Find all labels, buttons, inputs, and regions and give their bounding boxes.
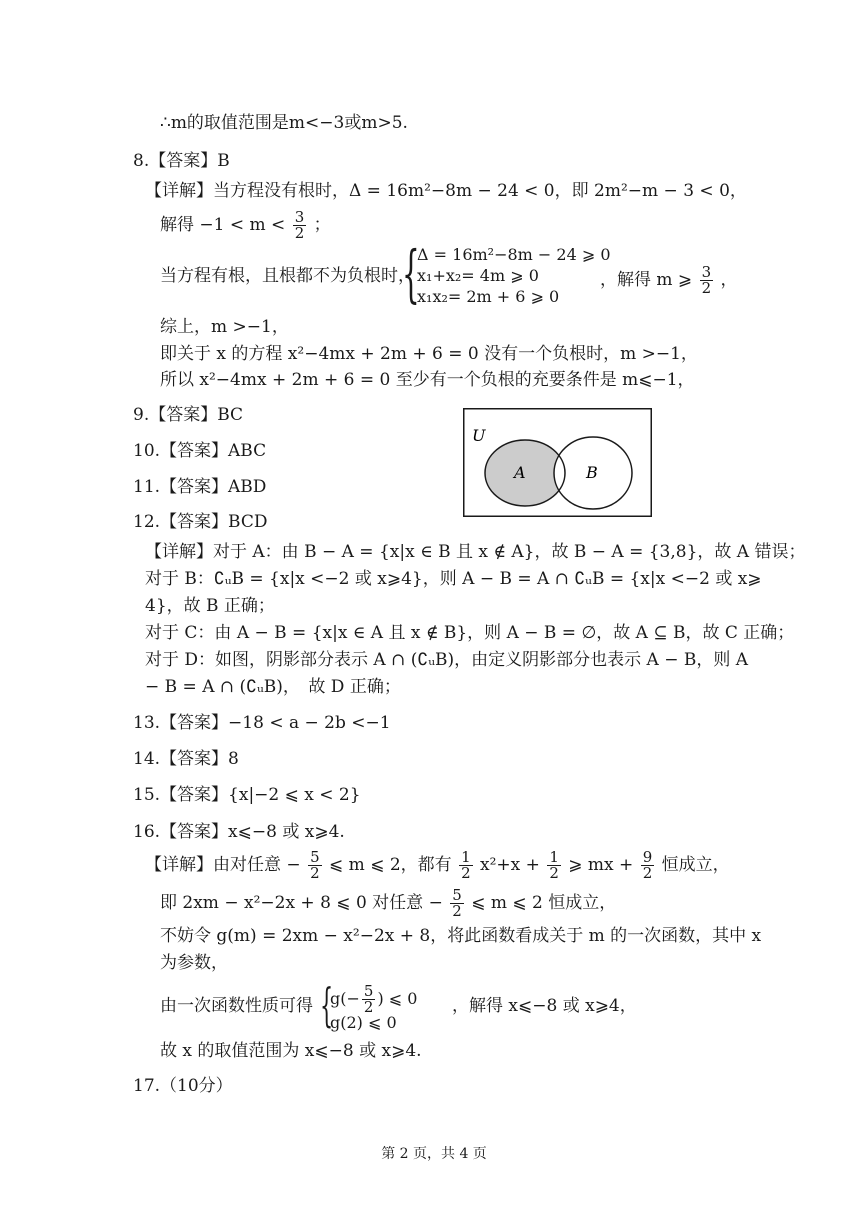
q12-detail-2: 对于 B：∁ᵤB = {x|x <−2 或 x⩾4}，则 A − B = A ∩ ∁ᵤB = {x|x <−2 或 x⩾ <box>145 569 762 589</box>
q8-detail-line2: 解得 −1 < m < $\frac{3}{2}$ ； <box>160 208 331 242</box>
q8-case2-result: ，解得 m ⩾ $\frac{3}{2}$ ， <box>600 263 738 297</box>
set-a-label: A <box>514 463 526 482</box>
q8-system-eq1: Δ = 16m²−8m − 24 ⩾ 0 <box>417 245 611 264</box>
q16-detail-6: 故 x 的取值范围为 x⩽−8 或 x⩾4. <box>160 1041 422 1061</box>
q8-detail-line1: 【详解】当方程没有根时，Δ = 16m²−8m − 24 < 0，即 2m²−m − 3 < 0， <box>145 181 747 201</box>
fraction-5-2: $\frac{5}{2}$ <box>452 886 462 920</box>
fraction-3-2: $\frac{3}{2}$ <box>701 263 712 297</box>
q12-detail-1: 【详解】对于 A：由 B − A = {x|x ∈ B 且 x ∉ A}，故 B − A = {3,8}，故 A 错误； <box>145 542 806 562</box>
fraction-1-2: $\frac{1}{2}$ <box>461 848 471 882</box>
q12-answer: 12.【答案】BCD <box>133 512 268 532</box>
system-brace: { <box>402 237 420 310</box>
conclusion-line: ∴m的取值范围是m<−3或m>5. <box>160 113 408 133</box>
q12-detail-5: 对于 D：如图，阴影部分表示 A ∩ (∁ᵤB)，由定义阴影部分也表示 A − B，则 A <box>145 650 749 670</box>
q17-heading: 17.（10分） <box>133 1076 233 1096</box>
q8-answer: 8.【答案】B <box>133 151 230 171</box>
q13-answer: 13.【答案】−18 < a − 2b <−1 <box>133 713 391 733</box>
q8-line-a: 即关于 x 的方程 x²−4mx + 2m + 6 = 0 没有一个负根时，m >−1， <box>160 344 698 364</box>
set-b-label: B <box>586 463 598 482</box>
q15-answer: 15.【答案】{x|−2 ⩽ x < 2} <box>133 785 361 805</box>
q16-detail-4: 为参数， <box>160 953 228 973</box>
q16-detail-3: 不妨令 g(m) = 2xm − x²−2x + 8，将此函数看成关于 m 的一次函数，其中 x <box>160 926 762 946</box>
system-brace: { <box>320 978 334 1032</box>
q14-answer: 14.【答案】8 <box>133 749 239 769</box>
q16-answer: 16.【答案】x⩽−8 或 x⩾4. <box>133 822 345 842</box>
q16-detail-5-suffix: ，解得 x⩽−8 或 x⩾4， <box>452 996 637 1016</box>
fraction-1-2: $\frac{1}{2}$ <box>549 848 559 882</box>
fraction-5-2: $\frac{5}{2}$ <box>310 848 320 882</box>
venn-diagram <box>463 408 652 517</box>
q10-answer: 10.【答案】ABC <box>133 441 267 461</box>
q8-system-eq2: x₁+x₂= 4m ⩾ 0 <box>417 266 539 285</box>
fraction-3-2: $\frac{3}{2}$ <box>294 208 305 242</box>
q16-detail-5-prefix: 由一次函数性质可得 <box>160 996 313 1016</box>
q8-case2-prefix: 当方程有根，且根都不为负根时， <box>160 266 415 286</box>
q16-detail-2: 即 2xm − x²−2x + 8 ⩽ 0 对任意 − $\frac{5}{2}$ ⩽ m ⩽ 2 恒成立， <box>160 886 617 920</box>
q11-answer: 11.【答案】ABD <box>133 477 267 497</box>
universe-label: U <box>472 426 486 445</box>
q12-detail-4: 对于 C：由 A − B = {x|x ∈ A 且 x ∉ B}，则 A − B = ∅，故 A ⊆ B，故 C 正确； <box>145 623 795 643</box>
q16-detail-1: 【详解】由对任意 − $\frac{5}{2}$ ⩽ m ⩽ 2，都有 $\frac{1}{2}$ x²+x + $\frac{1}{2}$ ⩾ mx + $\frac{9}{2}$ 恒成立， <box>145 848 730 882</box>
q16-system-eq2: g(2) ⩽ 0 <box>330 1013 397 1032</box>
q8-line-b: 所以 x²−4mx + 2m + 6 = 0 至少有一个负根的充要条件是 m⩽−1， <box>160 370 695 390</box>
fraction-5-2: $\frac{5}{2}$ <box>363 982 374 1016</box>
q8-summary: 综上，m >−1， <box>160 317 289 337</box>
q12-detail-3: 4}，故 B 正确； <box>145 596 275 616</box>
page-footer: 第 2 页，共 4 页 <box>381 1146 487 1162</box>
q8-system-eq3: x₁x₂= 2m + 6 ⩾ 0 <box>417 287 560 306</box>
fraction-9-2: $\frac{9}{2}$ <box>642 848 653 882</box>
q9-answer: 9.【答案】BC <box>133 405 244 425</box>
q16-system-eq1: g(− $\frac{5}{2}$ ) ⩽ 0 <box>330 982 418 1016</box>
q12-detail-6: − B = A ∩ (∁ᵤB)， 故 D 正确； <box>145 677 401 697</box>
